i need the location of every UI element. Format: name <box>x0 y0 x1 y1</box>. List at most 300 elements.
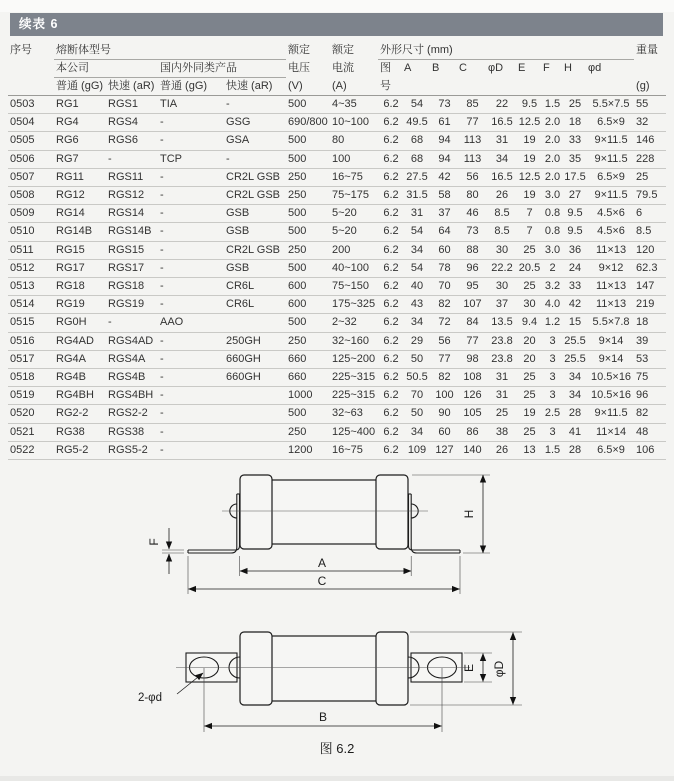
cell: 5.5×7.8 <box>586 314 634 332</box>
cell: 11×14 <box>586 423 634 441</box>
cell: - <box>158 369 224 387</box>
cell <box>224 387 286 405</box>
table-row <box>8 114 666 132</box>
cell: 7 <box>516 205 541 223</box>
header-company-group: 本公司 <box>54 60 158 78</box>
cell: 32 <box>634 114 666 132</box>
cell: 0511 <box>8 241 54 259</box>
cell: 85 <box>457 96 486 114</box>
cell: 2~32 <box>330 314 378 332</box>
cell: 6.2 <box>378 259 402 277</box>
cell: 34 <box>402 241 430 259</box>
header-dim-b: B <box>432 62 440 75</box>
cell: 113 <box>457 132 486 150</box>
cell: 56 <box>430 332 457 350</box>
cell: RGS14B <box>106 223 158 241</box>
cell: 54 <box>402 96 430 114</box>
cell: 11×13 <box>586 278 634 296</box>
header-dim-phid: φd <box>588 62 602 75</box>
header-sub-aR-company: 快速 (aR) <box>106 78 158 96</box>
cell: 9×14 <box>586 332 634 350</box>
cell: 75 <box>634 369 666 387</box>
cell: 9.4 <box>516 314 541 332</box>
cell: RG4 <box>54 114 106 132</box>
cell: 98 <box>457 350 486 368</box>
cell: 96 <box>457 259 486 277</box>
cell: RGS1 <box>106 96 158 114</box>
cell: 3.0 <box>541 187 562 205</box>
cell: 50 <box>402 350 430 368</box>
cell: GSB <box>224 205 286 223</box>
fuse-side-view <box>147 475 490 594</box>
cell: 70 <box>430 278 457 296</box>
cell: RG12 <box>54 187 106 205</box>
cell: 113 <box>457 150 486 168</box>
cell: 0509 <box>8 205 54 223</box>
cell: RGS4B <box>106 369 158 387</box>
cell <box>224 423 286 441</box>
cell: 175~325 <box>330 296 378 314</box>
table-row <box>8 187 666 205</box>
cell: RG14B <box>54 223 106 241</box>
cell: 36 <box>562 241 586 259</box>
cell: 6.2 <box>378 205 402 223</box>
cell: 140 <box>457 441 486 459</box>
cell: 0505 <box>8 132 54 150</box>
cell: 68 <box>402 132 430 150</box>
cell: RGS2-2 <box>106 405 158 423</box>
cell: CR6L <box>224 278 286 296</box>
cell: 25.5 <box>562 350 586 368</box>
header-dim-a: A <box>404 62 412 75</box>
cell <box>224 405 286 423</box>
cell: 0504 <box>8 114 54 132</box>
cell: 100 <box>430 387 457 405</box>
cell: RGS6 <box>106 132 158 150</box>
cell: - <box>158 259 224 277</box>
cell: 6.2 <box>378 278 402 296</box>
cell: 5~20 <box>330 223 378 241</box>
cell: 80 <box>457 187 486 205</box>
cell: RGS17 <box>106 259 158 277</box>
table-row <box>8 369 666 387</box>
cell: - <box>106 314 158 332</box>
table-row <box>8 223 666 241</box>
fuse-top-view <box>138 632 522 732</box>
cell: 60 <box>430 241 457 259</box>
table-row <box>8 150 666 168</box>
cell: 40~100 <box>330 259 378 277</box>
cell: 79.5 <box>634 187 666 205</box>
cell: 41 <box>562 423 586 441</box>
header-dim-e: E <box>518 62 526 75</box>
cell: 250GH <box>224 332 286 350</box>
cell: 19 <box>516 150 541 168</box>
header-current-1: 额定 <box>332 44 354 57</box>
cell: 49.5 <box>402 114 430 132</box>
table-row <box>8 405 666 423</box>
dimension-label-f: F <box>147 538 161 546</box>
cell: RGS18 <box>106 278 158 296</box>
table-row <box>8 278 666 296</box>
cell: 0510 <box>8 223 54 241</box>
cell: GSG <box>224 114 286 132</box>
table-row <box>8 441 666 459</box>
cell: 54 <box>402 259 430 277</box>
header-fig-1: 图 <box>380 62 391 75</box>
cell: 27.5 <box>402 168 430 186</box>
cell: 0508 <box>8 187 54 205</box>
cell: 31 <box>486 132 516 150</box>
cell: 29 <box>402 332 430 350</box>
cell: 500 <box>286 314 330 332</box>
cell: 3 <box>541 423 562 441</box>
cell: 28 <box>562 405 586 423</box>
header-weight-unit: (g) <box>634 78 666 96</box>
cell: 27 <box>562 187 586 205</box>
cell: 30 <box>516 296 541 314</box>
cell: 500 <box>286 150 330 168</box>
cell: RGS5-2 <box>106 441 158 459</box>
cell: 35 <box>562 150 586 168</box>
dimension-f <box>162 528 184 574</box>
header-voltage-1: 额定 <box>288 44 310 57</box>
cell: 0521 <box>8 423 54 441</box>
cell: 9×11.5 <box>586 132 634 150</box>
cell: 3 <box>541 369 562 387</box>
cell: 0519 <box>8 387 54 405</box>
cell: 660GH <box>224 350 286 368</box>
cell: 18 <box>634 314 666 332</box>
cell: 250 <box>286 187 330 205</box>
cell: 39 <box>634 332 666 350</box>
cell: RG15 <box>54 241 106 259</box>
header-fig-2: 号 <box>378 78 402 96</box>
header-weight: 重量 <box>636 44 659 57</box>
cell: GSA <box>224 132 286 150</box>
fuse-cap-right <box>376 475 408 549</box>
fuse-barrel <box>270 480 378 544</box>
cell: 17.5 <box>562 168 586 186</box>
cell: 9×11.5 <box>586 150 634 168</box>
mounting-bracket-right <box>409 494 461 553</box>
cell: 53 <box>634 350 666 368</box>
dimension-label-e: E <box>462 663 476 673</box>
cell: 11×13 <box>586 241 634 259</box>
cell: 94 <box>430 150 457 168</box>
cell: 34 <box>562 387 586 405</box>
cell: 7 <box>516 223 541 241</box>
cell: 68 <box>402 150 430 168</box>
cell: 250 <box>286 168 330 186</box>
cell: 2.0 <box>541 114 562 132</box>
cell: 0522 <box>8 441 54 459</box>
cell: 4.5×6 <box>586 205 634 223</box>
continued-table-banner: 续表 6 <box>10 13 663 36</box>
cell: 30 <box>486 241 516 259</box>
cell: 77 <box>457 332 486 350</box>
cell: 225~315 <box>330 369 378 387</box>
cell: 225~315 <box>330 387 378 405</box>
cell: 16.5 <box>486 168 516 186</box>
cell: 0507 <box>8 168 54 186</box>
cell: - <box>106 150 158 168</box>
cell: 82 <box>634 405 666 423</box>
cell: 106 <box>634 441 666 459</box>
cell: 55 <box>634 96 666 114</box>
cell: 4.5×6 <box>586 223 634 241</box>
cell: 2.5 <box>541 405 562 423</box>
header-dim-f: F <box>543 62 550 75</box>
cell: 19 <box>516 132 541 150</box>
cell: 62.3 <box>634 259 666 277</box>
cell: 1.5 <box>541 96 562 114</box>
cell: 54 <box>402 223 430 241</box>
cell: 43 <box>402 296 430 314</box>
cell: 61 <box>430 114 457 132</box>
cell: 660GH <box>224 369 286 387</box>
cell: RG1 <box>54 96 106 114</box>
cell: 34 <box>402 423 430 441</box>
table-row <box>8 332 666 350</box>
cell: 77 <box>430 350 457 368</box>
cell: 31.5 <box>402 187 430 205</box>
cell: 3.0 <box>541 241 562 259</box>
cell: 6.2 <box>378 223 402 241</box>
cell: 6.2 <box>378 405 402 423</box>
header-dims-group: 外形尺寸 (mm) <box>378 42 634 60</box>
hole-callout-label: 2-φd <box>137 692 163 704</box>
cell: 250 <box>286 241 330 259</box>
cell: 3.2 <box>541 278 562 296</box>
table-row <box>8 296 666 314</box>
cell: RGS4 <box>106 114 158 132</box>
cell: 0518 <box>8 369 54 387</box>
header-dim-c: C <box>459 62 467 75</box>
cell: 147 <box>634 278 666 296</box>
cell: 6.2 <box>378 441 402 459</box>
cell <box>224 441 286 459</box>
cell: 72 <box>430 314 457 332</box>
header-current-unit: (A) <box>330 78 378 96</box>
dimension-label-a: A <box>317 556 327 570</box>
cell: 660 <box>286 350 330 368</box>
cell: 6.2 <box>378 332 402 350</box>
cell: 690/800 <box>286 114 330 132</box>
cell: 0515 <box>8 314 54 332</box>
cell: 600 <box>286 278 330 296</box>
cell: 73 <box>430 96 457 114</box>
cell: 500 <box>286 132 330 150</box>
cell: 23.8 <box>486 350 516 368</box>
header-model-group: 熔断体型号 <box>54 42 286 60</box>
cell: RGS15 <box>106 241 158 259</box>
cell: 6.2 <box>378 296 402 314</box>
table-body <box>8 96 666 460</box>
cell: GSB <box>224 223 286 241</box>
header-serial: 序号 <box>10 44 32 57</box>
cell: 46 <box>457 205 486 223</box>
cell: 31 <box>402 205 430 223</box>
cell: 78 <box>430 259 457 277</box>
cell: 4~35 <box>330 96 378 114</box>
table-row <box>8 423 666 441</box>
cell: 50 <box>402 405 430 423</box>
cell: RG11 <box>54 168 106 186</box>
cell: 25 <box>516 423 541 441</box>
cell: 3 <box>541 350 562 368</box>
cell: 120 <box>634 241 666 259</box>
table-header <box>8 42 666 96</box>
cell: 18 <box>562 114 586 132</box>
cell: 9.5 <box>516 96 541 114</box>
cell: 31 <box>486 387 516 405</box>
cell: 16.5 <box>486 114 516 132</box>
cell: 42 <box>562 296 586 314</box>
cell: RG7 <box>54 150 106 168</box>
table-row <box>8 387 666 405</box>
cell: RGS38 <box>106 423 158 441</box>
cell: 23.8 <box>486 332 516 350</box>
cell: 10.5×16 <box>586 387 634 405</box>
header-spacer <box>8 60 54 78</box>
cell: 126 <box>457 387 486 405</box>
cell: 82 <box>430 296 457 314</box>
cell: 6.2 <box>378 387 402 405</box>
cell: 0514 <box>8 296 54 314</box>
cell: 20 <box>516 332 541 350</box>
cell: 40 <box>402 278 430 296</box>
cell: 219 <box>634 296 666 314</box>
mounting-bracket-left <box>188 494 240 553</box>
cell: - <box>158 296 224 314</box>
cell: 94 <box>430 132 457 150</box>
cell: 20.5 <box>516 259 541 277</box>
cell: 146 <box>634 132 666 150</box>
cell: RGS12 <box>106 187 158 205</box>
cell: AAO <box>158 314 224 332</box>
cell: RG18 <box>54 278 106 296</box>
cell: 2.0 <box>541 132 562 150</box>
cell: 125~200 <box>330 350 378 368</box>
cell: RG19 <box>54 296 106 314</box>
cell: 2.0 <box>541 168 562 186</box>
cell: - <box>158 114 224 132</box>
cell: 9×11.5 <box>586 187 634 205</box>
fuse-cap-left-top <box>240 632 272 705</box>
cell: 77 <box>457 114 486 132</box>
header-spacer <box>402 78 634 96</box>
cell: RG6 <box>54 132 106 150</box>
cell: 0520 <box>8 405 54 423</box>
cell: - <box>224 150 286 168</box>
cell: 10~100 <box>330 114 378 132</box>
cell: 6.2 <box>378 187 402 205</box>
cell: 500 <box>286 96 330 114</box>
cell: 0503 <box>8 96 54 114</box>
cell: 12.5 <box>516 168 541 186</box>
header-similar-group: 国内外同类产品 <box>158 60 286 78</box>
dimension-label-c: C <box>317 574 327 588</box>
cell: 9.5 <box>562 223 586 241</box>
cell: 20 <box>516 350 541 368</box>
cell: 660 <box>286 369 330 387</box>
cell: RG17 <box>54 259 106 277</box>
cell: 95 <box>457 278 486 296</box>
cell: 500 <box>286 259 330 277</box>
cell: 0506 <box>8 150 54 168</box>
cell: 30 <box>486 278 516 296</box>
cell: 0517 <box>8 350 54 368</box>
cell: 34 <box>486 150 516 168</box>
cell: CR6L <box>224 296 286 314</box>
cell: - <box>158 350 224 368</box>
cell: 31 <box>486 369 516 387</box>
cell: 86 <box>457 423 486 441</box>
cell: 58 <box>430 187 457 205</box>
header-voltage-2: 电压 <box>288 62 310 74</box>
cell: GSB <box>224 259 286 277</box>
fuse-cap-left <box>240 475 272 549</box>
cell: RG0H <box>54 314 106 332</box>
cell: 250 <box>286 423 330 441</box>
cell: CR2L GSB <box>224 187 286 205</box>
cell: 200 <box>330 241 378 259</box>
cell: 25 <box>562 96 586 114</box>
cell: 0.8 <box>541 223 562 241</box>
cell: 42 <box>430 168 457 186</box>
cell: 16~75 <box>330 168 378 186</box>
header-sub-gG-company: 普通 (gG) <box>54 78 106 96</box>
cell: 25 <box>516 387 541 405</box>
cell: 3 <box>541 387 562 405</box>
cell: 1000 <box>286 387 330 405</box>
dimension-label-phiD: φD <box>492 660 506 678</box>
header-dim-h: H <box>564 62 572 75</box>
dimension-h <box>412 475 490 553</box>
cell: 48 <box>634 423 666 441</box>
header-spacer <box>8 78 54 96</box>
cell: 50.5 <box>402 369 430 387</box>
cell: 10.5×16 <box>586 369 634 387</box>
cell: 6.2 <box>378 96 402 114</box>
cell: 64 <box>430 223 457 241</box>
cell: 107 <box>457 296 486 314</box>
cell: 11×13 <box>586 296 634 314</box>
cell: 28 <box>562 441 586 459</box>
cell: 0512 <box>8 259 54 277</box>
cell: - <box>158 223 224 241</box>
cell: - <box>158 387 224 405</box>
cell: - <box>224 96 286 114</box>
cell: 19 <box>516 405 541 423</box>
cell: 9.5 <box>562 205 586 223</box>
cell: RG5-2 <box>54 441 106 459</box>
cell: RGS11 <box>106 168 158 186</box>
cell: 75~150 <box>330 278 378 296</box>
fuse-dimension-diagram <box>0 462 674 762</box>
cell: RGS14 <box>106 205 158 223</box>
cell: RG4B <box>54 369 106 387</box>
cell: 1.5 <box>541 441 562 459</box>
cell: 16~75 <box>330 441 378 459</box>
fuse-barrel-top <box>270 636 378 701</box>
header-voltage-unit: (V) <box>286 78 330 96</box>
cell: RG14 <box>54 205 106 223</box>
table-row <box>8 350 666 368</box>
cell: 13.5 <box>486 314 516 332</box>
cell: 26 <box>486 441 516 459</box>
